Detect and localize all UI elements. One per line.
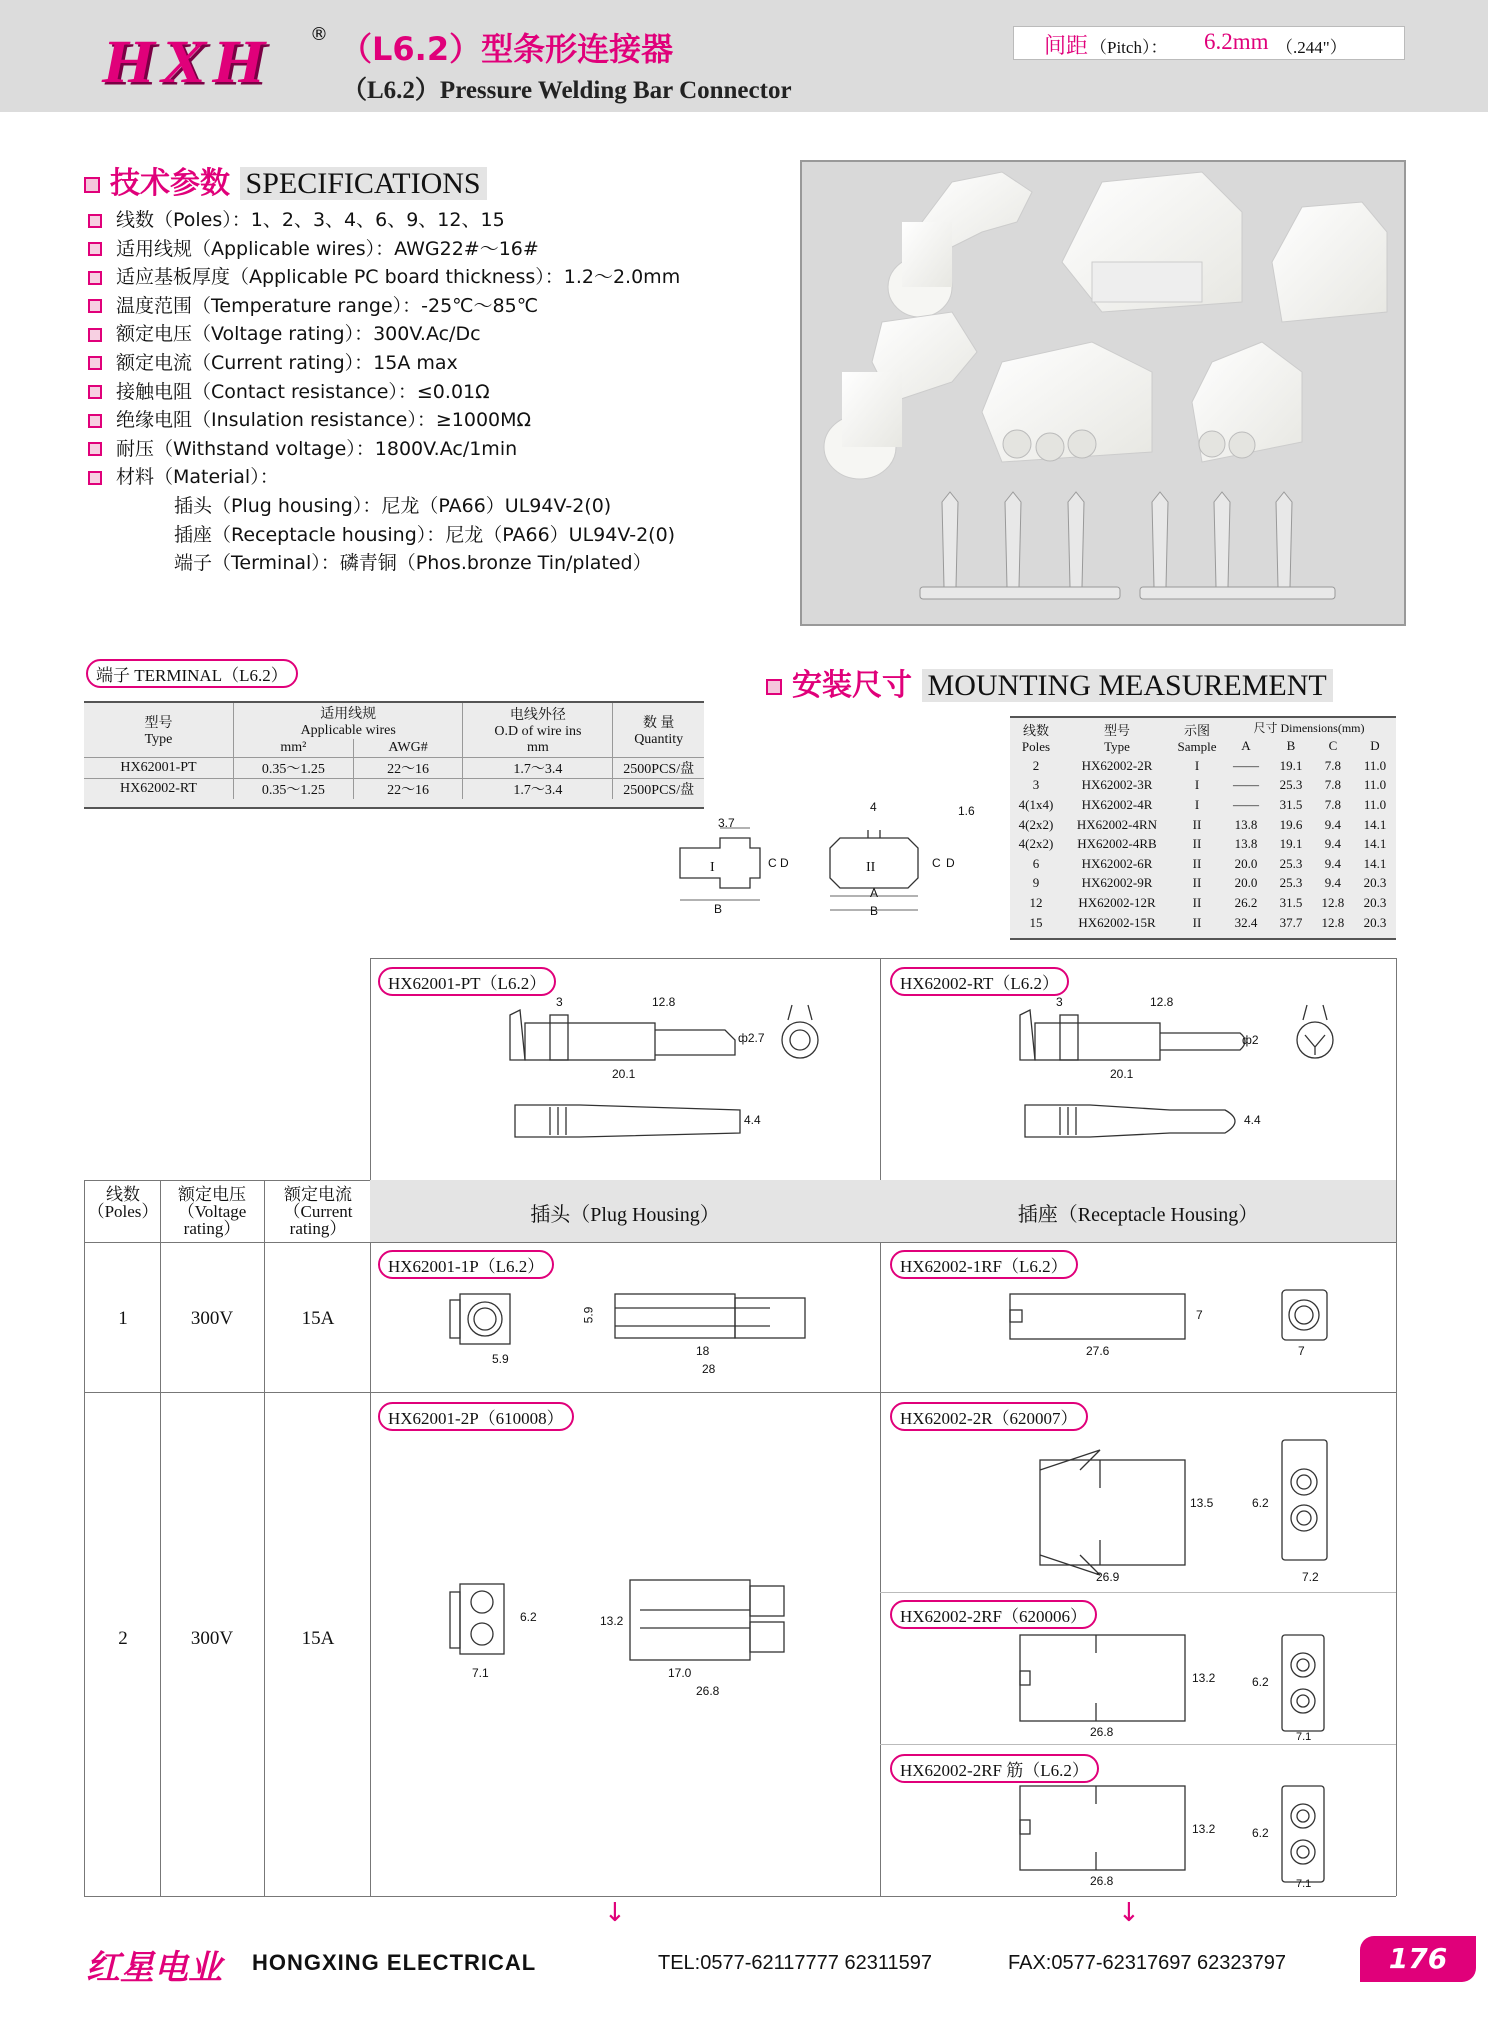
table-cell: 31.5 (1279, 796, 1303, 812)
table-cell: 2500PCS/盘 (613, 758, 704, 779)
table-cell: 9.4 (1324, 875, 1342, 891)
p1-label: HX62001-1P（L6.2） (378, 1250, 554, 1279)
title-cn: （L6.2）型条形连接器 (340, 30, 674, 68)
table-cell: 19.1 (1279, 836, 1303, 852)
mounting-diagram (670, 800, 1000, 920)
dim-c-ii: C (932, 856, 941, 870)
bullet-square-icon (88, 385, 102, 399)
col-od-en: O.D of wire ins (494, 724, 582, 739)
spec-line (88, 378, 680, 407)
table-cell: I (1194, 796, 1200, 812)
col-sample-cn: 示图 (1183, 722, 1210, 738)
table-cell: HX62002-9R (1081, 875, 1153, 891)
r2-dim-l: 26.9 (1096, 1570, 1120, 1584)
table-cell: HX62002-3R (1081, 777, 1153, 793)
spec-line (88, 463, 680, 492)
table-cell: 14.1 (1363, 816, 1387, 832)
r2-label: HX62002-2R（620007） (890, 1402, 1088, 1431)
col-poles-cn: 线数 (1022, 722, 1049, 738)
table-row (84, 758, 704, 779)
spec-line (88, 320, 680, 349)
material-line: 插座（Receptacle housing）：尼龙（PA66）UL94V-2(0) (174, 523, 676, 546)
row2-poles: 2 (118, 1628, 128, 1649)
spec-line (88, 263, 680, 292)
terminal-label: 端子 TERMINAL（L6.2） (86, 659, 298, 688)
spec-line (88, 292, 680, 321)
grid-line (370, 958, 1396, 959)
dim-a: A (870, 886, 879, 900)
footer-brand-en: HONGXING ELECTRICAL (252, 1950, 537, 1975)
col-od-unit: mm (527, 740, 549, 755)
grid-line (880, 1592, 1396, 1593)
terminal-rt-outline (1010, 995, 1350, 1165)
table-cell: 20.0 (1234, 855, 1258, 871)
grid-line (880, 958, 881, 1896)
table-cell: 11.0 (1363, 777, 1387, 793)
rf2b-dim-l: 26.8 (1090, 1874, 1114, 1888)
col-wires-en: Applicable wires (300, 723, 396, 738)
col-od-cn: 电线外径 (509, 708, 566, 723)
col-dimensions: 尺寸 Dimensions(mm) (1253, 720, 1365, 735)
table-cell: 4(1x4) (1018, 796, 1054, 812)
table-cell: 9.4 (1324, 855, 1342, 871)
registered-mark: ® (310, 24, 328, 45)
arrow-down-icon: ↓ (1118, 1898, 1140, 1928)
rf2b-label: HX62002-2RF 筋（L6.2） (890, 1754, 1099, 1783)
p1-dim-28: 28 (702, 1362, 716, 1376)
spec-text: 线数（Poles）：1、2、3、4、6、9、12、15 (116, 209, 505, 231)
row1-poles: 1 (118, 1308, 128, 1329)
rt-drawing (1010, 995, 1350, 1165)
rf2-dim-h: 13.2 (1192, 1671, 1216, 1685)
grid-line (264, 1180, 265, 1896)
table-cell: HX62001-PT (84, 758, 233, 779)
p1-drawing (440, 1280, 840, 1390)
col-b: B (1286, 738, 1296, 754)
product-photo (800, 160, 1406, 626)
spec-text: 温度范围（Temperature range）：-25℃～85℃ (116, 294, 539, 317)
specs-heading-cn: 技术参数 (110, 166, 230, 201)
table-cell: 12.8 (1321, 914, 1345, 930)
table-row (1010, 854, 1396, 874)
col-current: 额定电流（Current rating） (283, 1185, 353, 1238)
dim-d-i: D (780, 856, 789, 870)
dim-1-6: 1.6 (958, 804, 975, 818)
p2-dim-h: 13.2 (600, 1614, 624, 1628)
table-cell: —— (1232, 777, 1259, 793)
table-cell: 12 (1029, 894, 1043, 910)
table-cell: —— (1232, 796, 1259, 812)
table-row (1010, 834, 1396, 854)
table-cell: 11.0 (1363, 757, 1387, 773)
row2-current: 15A (301, 1628, 335, 1649)
spec-line (88, 235, 680, 264)
table-cell: 19.6 (1279, 816, 1303, 832)
table-cell: 20.3 (1363, 894, 1387, 910)
rt-dim-2: ф2 (1242, 1033, 1259, 1047)
rf2b-dim-p: 6.2 (1252, 1826, 1269, 1840)
page-number: 176 (1360, 1936, 1476, 1982)
bullet-square-icon (88, 271, 102, 285)
rf2b-dim-w: 7.1 (1296, 1878, 1312, 1890)
spec-line (88, 406, 680, 435)
mounting-table (1010, 718, 1396, 932)
table-cell: 2500PCS/盘 (613, 779, 704, 800)
receptacle-1rf-outline (1000, 1280, 1380, 1390)
rt-label: HX62002-RT（L6.2） (890, 967, 1069, 996)
table-row (1010, 893, 1396, 913)
specs-heading (84, 158, 487, 202)
table-cell: II (1192, 894, 1202, 910)
table-cell: 13.8 (1234, 816, 1258, 832)
p1-dim-h: 5.9 (581, 1306, 596, 1324)
title-en: （L6.2）Pressure Welding Bar Connector (342, 77, 792, 104)
table-cell: 22～16 (353, 779, 463, 800)
table-cell: II (1192, 836, 1202, 852)
table-cell: 6 (1032, 855, 1040, 871)
col-d: D (1370, 738, 1380, 754)
rf2-dim-p: 6.2 (1252, 1675, 1269, 1689)
col-type-en: Type (144, 732, 173, 747)
pitch-label: （Pitch）： (1090, 38, 1168, 57)
table-row (1010, 874, 1396, 894)
terminal-pt-outline (500, 995, 840, 1165)
col-mm2: mm² (233, 739, 353, 758)
table-row (1010, 756, 1396, 776)
spec-text: 接触电阻（Contact resistance）：≤0.01Ω (116, 380, 490, 403)
receptacle-2r-outline (1000, 1430, 1380, 1590)
p2-dim-17: 17.0 (668, 1666, 692, 1680)
table-cell: 15 (1029, 914, 1043, 930)
table-cell: 22～16 (353, 758, 463, 779)
table-cell: I (1194, 777, 1200, 793)
bullet-square-icon (88, 214, 102, 228)
rf2b-dim-h: 13.2 (1192, 1822, 1216, 1836)
table-row (1010, 776, 1396, 796)
col-plug: 插头（Plug Housing） (530, 1204, 720, 1226)
p1-dim-18: 18 (696, 1344, 710, 1358)
table-cell: 12.8 (1321, 894, 1345, 910)
receptacle-2rf-rib-outline (1000, 1778, 1380, 1894)
table-cell: HX62002-4RB (1077, 836, 1157, 852)
rf1-dim-l: 27.6 (1086, 1344, 1110, 1358)
sample-i-label: I (710, 860, 715, 875)
rf1-drawing (1000, 1280, 1380, 1390)
material-line: 插头（Plug housing）：尼龙（PA66）UL94V-2(0) (174, 495, 612, 517)
pt-dim-2-7: ф2.7 (738, 1031, 765, 1045)
table-cell: 26.2 (1234, 894, 1258, 910)
mounting-heading-en: MOUNTING MEASUREMENT (922, 669, 1333, 702)
mounting-heading-cn: 安装尺寸 (792, 668, 912, 703)
table-cell: 1.7～3.4 (463, 779, 613, 800)
plug-1p-outline (440, 1280, 840, 1390)
pt-dim-20-1: 20.1 (612, 1067, 636, 1081)
col-type-cn: 型号 (1103, 722, 1130, 738)
bullet-square-icon (88, 442, 102, 456)
pitch-cn: 间距 (1044, 34, 1089, 59)
rf1-dim-w: 7 (1298, 1344, 1305, 1358)
pitch-value: 6.2mm (1204, 29, 1269, 54)
table-cell: 31.5 (1279, 894, 1303, 910)
grid-line (160, 1180, 161, 1896)
pitch-box (1013, 26, 1405, 60)
rf2-dim-l: 26.8 (1090, 1725, 1114, 1739)
grid-line (84, 1180, 85, 1896)
table-cell: —— (1232, 757, 1259, 773)
table-cell: II (1192, 816, 1202, 832)
table-cell: 25.3 (1279, 855, 1303, 871)
specs-heading-en: SPECIFICATIONS (240, 167, 487, 200)
bullet-square-icon (88, 356, 102, 370)
table-cell: 25.3 (1279, 875, 1303, 891)
grid-line (84, 1392, 1396, 1393)
rf2-drawing (1000, 1625, 1380, 1743)
table-cell: 13.8 (1234, 836, 1258, 852)
rf1-dim-h: 7 (1196, 1308, 1203, 1322)
col-sample-en: Sample (1177, 738, 1217, 754)
table-cell: 2 (1032, 757, 1040, 773)
dim-4: 4 (870, 800, 877, 814)
col-wires-cn: 适用线规 (320, 707, 377, 722)
p2-dim-w: 7.1 (472, 1666, 489, 1680)
dim-d-ii: D (946, 856, 955, 870)
col-poles-en: Poles (1021, 738, 1051, 754)
table-cell: 11.0 (1363, 796, 1387, 812)
spec-text: 材料（Material）： (116, 466, 279, 489)
table-cell: 20.3 (1363, 875, 1387, 891)
brand-logo: HXH (102, 26, 272, 96)
r2-dim-w: 7.2 (1302, 1570, 1319, 1584)
col-type-en: Type (1104, 738, 1130, 754)
col-type-cn: 型号 (144, 716, 173, 731)
table-cell: HX62002-15R (1078, 914, 1156, 930)
col-a: A (1241, 738, 1251, 754)
grid-line (880, 1744, 1396, 1745)
mounting-heading (766, 660, 1333, 704)
r2-drawing (1000, 1430, 1380, 1590)
rf2-dim-w: 7.1 (1296, 1731, 1312, 1743)
table-row (1010, 795, 1396, 815)
row2-voltage: 300V (190, 1628, 234, 1649)
pitch-inch: （.244"） (1276, 38, 1347, 57)
table-cell: 9 (1032, 875, 1040, 891)
bullet-square-icon (88, 471, 102, 485)
col-qty-cn: 数 量 (642, 716, 675, 731)
bullet-square-icon (88, 414, 102, 428)
col-receptacle: 插座（Receptacle Housing） (1017, 1204, 1259, 1226)
table-cell: HX62002-6R (1081, 855, 1153, 871)
bullet-square-icon (88, 328, 102, 342)
table-cell: II (1192, 914, 1202, 930)
table-row (1010, 815, 1396, 835)
col-voltage: 额定电压（Voltage rating） (177, 1185, 247, 1238)
table-cell: 1.7～3.4 (463, 758, 613, 779)
dim-b-i: B (714, 902, 723, 916)
grid-line (370, 958, 371, 1896)
grid-line (84, 1242, 1396, 1243)
spec-line (88, 349, 680, 378)
table-cell: 20.0 (1234, 875, 1258, 891)
bullet-square-icon (88, 242, 102, 256)
spec-text: 绝缘电阻（Insulation resistance）：≥1000MΩ (116, 409, 532, 432)
table-cell: 20.3 (1363, 914, 1387, 930)
rt-dim-12-8: 12.8 (1150, 995, 1174, 1009)
footer-tel: TEL:0577-62117777 62311597 (658, 1952, 932, 1974)
spec-line (88, 435, 680, 464)
rt-dim-3: 3 (1056, 995, 1063, 1009)
grid-line (84, 1896, 1396, 1897)
table-cell: 9.4 (1324, 836, 1342, 852)
table-cell: HX62002-4R (1081, 796, 1153, 812)
table-cell: 0.35～1.25 (233, 779, 353, 800)
spec-line (88, 206, 680, 235)
table-cell: 7.8 (1324, 796, 1342, 812)
sample-ii-label: II (866, 860, 876, 875)
table-cell: 4(2x2) (1018, 836, 1054, 852)
rf1-label: HX62002-1RF（L6.2） (890, 1250, 1078, 1279)
table-cell: 14.1 (1363, 836, 1387, 852)
section-square-icon (766, 679, 782, 695)
spec-text: 额定电压（Voltage rating）：300V.Ac/Dc (116, 323, 481, 346)
spec-text: 适应基板厚度（Applicable PC board thickness）：1.2～2.0mm (116, 266, 681, 289)
pt-label: HX62001-PT（L6.2） (378, 967, 556, 996)
table-cell: 4(2x2) (1018, 816, 1054, 832)
p2-dim-26-8: 26.8 (696, 1684, 720, 1698)
section-square-icon (84, 177, 100, 193)
table-cell: HX62002-4RN (1076, 816, 1158, 832)
table-row (84, 779, 704, 800)
table-cell: 9.4 (1324, 816, 1342, 832)
pt-dim-3: 3 (556, 995, 563, 1009)
material-list (174, 492, 675, 578)
receptacle-2rf-outline (1000, 1625, 1380, 1743)
table-cell: 37.7 (1279, 914, 1303, 930)
pt-dim-4-4: 4.4 (744, 1113, 761, 1127)
table-cell: 7.8 (1324, 757, 1342, 773)
table-cell: 0.35～1.25 (233, 758, 353, 779)
grid-line (1396, 958, 1397, 1896)
table-cell: 14.1 (1363, 855, 1387, 871)
table-cell: 3 (1032, 777, 1040, 793)
p2-label: HX62001-2P（610008） (378, 1402, 574, 1431)
r2-dim-p: 6.2 (1252, 1496, 1269, 1510)
footer-fax: FAX:0577-62317697 62323797 (1008, 1952, 1287, 1974)
pt-dim-12-8: 12.8 (652, 995, 676, 1009)
table-cell: II (1192, 875, 1202, 891)
spec-text: 额定电流（Current rating）：15A max (116, 351, 458, 374)
table-cell: 7.8 (1324, 777, 1342, 793)
arrow-down-icon: ↓ (604, 1898, 626, 1928)
dim-3-7: 3.7 (718, 816, 735, 830)
table-cell: II (1192, 855, 1202, 871)
rt-dim-20-1: 20.1 (1110, 1067, 1134, 1081)
rt-dim-4-4: 4.4 (1244, 1113, 1261, 1127)
dim-b-ii: B (870, 904, 879, 918)
p2-dim-p: 6.2 (520, 1610, 537, 1624)
row1-current: 15A (301, 1308, 335, 1329)
r2-dim-h: 13.5 (1190, 1496, 1214, 1510)
row1-voltage: 300V (190, 1308, 234, 1329)
table-row (1010, 913, 1396, 933)
footer-brand-cn: 红星电业 (86, 1948, 222, 1988)
dim-c-i: C (768, 856, 777, 870)
p1-dim-w: 5.9 (492, 1352, 509, 1366)
material-line: 端子（Terminal）：磷青铜（Phos.bronze Tin/plated） (174, 552, 652, 575)
table-cell: 25.3 (1279, 777, 1303, 793)
col-c: C (1328, 738, 1338, 754)
table-cell: 19.1 (1279, 757, 1303, 773)
rf2-label: HX62002-2RF（620006） (890, 1600, 1097, 1629)
table-cell: 32.4 (1234, 914, 1258, 930)
table-cell: I (1194, 757, 1200, 773)
table-cell: HX62002-2R (1081, 757, 1153, 773)
rf2b-drawing (1000, 1778, 1380, 1894)
connector-illustration (802, 162, 1404, 624)
terminal-table (84, 703, 704, 799)
p2-drawing (440, 1570, 840, 1700)
spec-list (88, 206, 680, 492)
spec-text: 耐压（Withstand voltage）：1800V.Ac/1min (116, 437, 518, 460)
pt-drawing (500, 995, 840, 1165)
spec-text: 适用线规（Applicable wires）：AWG22#～16# (116, 237, 539, 260)
col-poles: 线数（Poles） (87, 1185, 159, 1221)
table-cell: HX62002-12R (1078, 894, 1156, 910)
bullet-square-icon (88, 299, 102, 313)
table-cell: HX62002-RT (84, 779, 233, 800)
col-awg: AWG# (353, 739, 463, 758)
col-qty-en: Quantity (634, 732, 684, 747)
plug-2p-outline (440, 1570, 840, 1700)
